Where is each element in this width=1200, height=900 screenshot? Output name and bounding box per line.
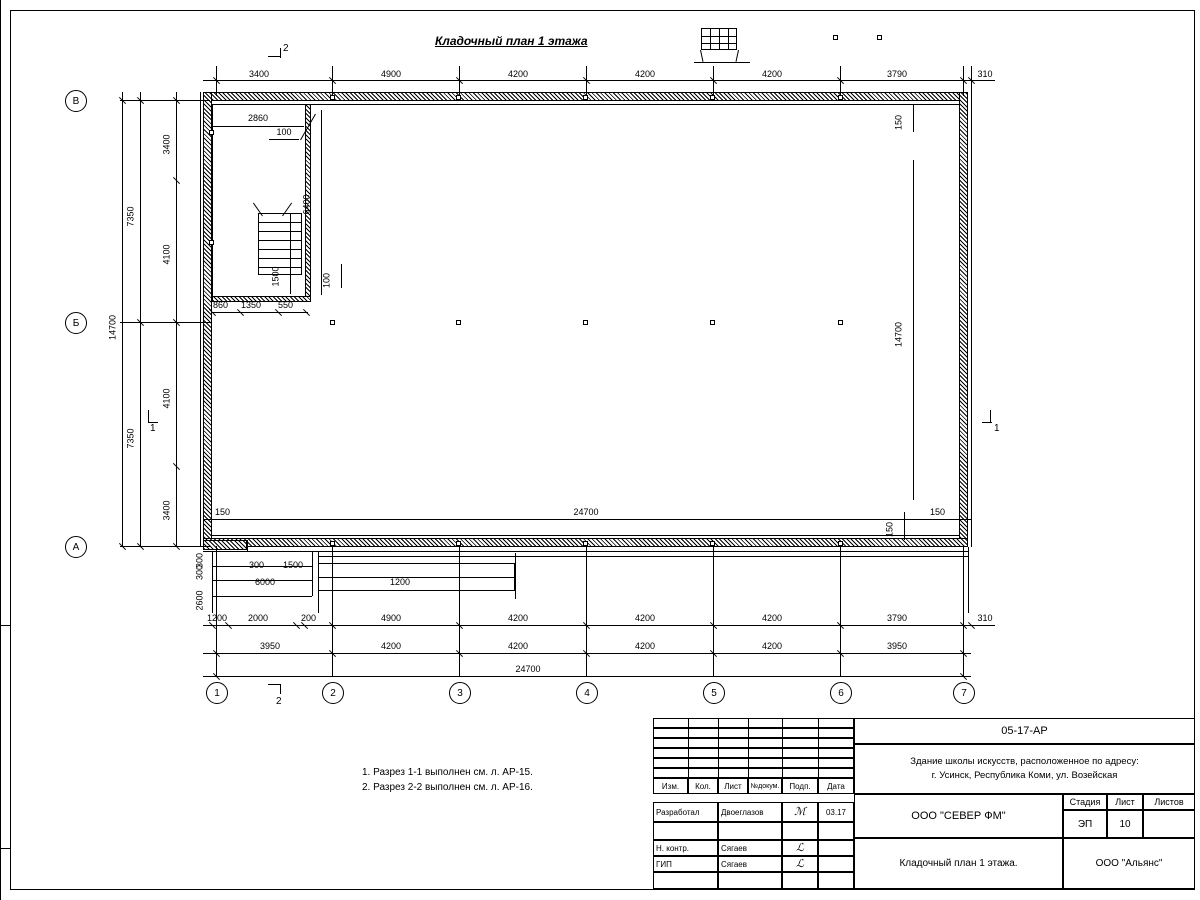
column-b3 — [583, 320, 588, 325]
dim-24700-mid-line — [203, 519, 971, 520]
dim-bot-total: 24700 — [515, 664, 541, 674]
section-mark-2-bot-tail — [280, 684, 281, 694]
dim-bot-out-5: 4200 — [761, 641, 783, 651]
dim-bot-out-3: 4200 — [507, 641, 529, 651]
dim-top-3: 4200 — [507, 69, 529, 79]
detail-dot-2 — [877, 35, 882, 40]
sheet-border-left — [10, 10, 11, 890]
dim-1500-line — [290, 250, 291, 294]
dim-top-1: 3400 — [248, 69, 270, 79]
ramp-right-edge — [515, 553, 516, 599]
axis-bubble-3: 3 — [449, 682, 471, 704]
axis-line-6 — [840, 546, 841, 676]
wall-left-outer-face — [200, 92, 201, 547]
section-mark-1-right-label: 1 — [994, 423, 1000, 434]
dim-right-14700-line — [913, 160, 914, 500]
dim-100-b: 100 — [321, 272, 332, 289]
dim-chain-bottom-inner — [203, 625, 995, 626]
dim-bot-out-4: 4200 — [634, 641, 656, 651]
dim-chain-bottom-total — [203, 676, 971, 677]
axis-line-5 — [713, 546, 714, 676]
porch-edge — [247, 540, 248, 552]
stamp-sheet-name: Кладочный план 1 этажа. — [854, 838, 1063, 889]
column-b5 — [838, 320, 843, 325]
dim-right-150-top-line — [913, 104, 914, 132]
axis-bubble-2: 2 — [322, 682, 344, 704]
sheet-edge-mark1 — [0, 625, 10, 626]
note-1: 1. Разрез 1-1 выполнен см. л. АР-15. — [362, 767, 533, 778]
stamp-list-header: Лист — [1107, 794, 1143, 810]
axis-line-2 — [332, 546, 333, 676]
dim-left-mid-1: 7350 — [125, 206, 136, 227]
axis-line-7 — [963, 546, 964, 676]
axis-bubble-v: В — [65, 90, 87, 112]
note-2: 2. Разрез 2-2 выполнен см. л. АР-16. — [362, 782, 533, 793]
stamp-name-blank — [718, 822, 782, 840]
section-mark-2-top-label: 2 — [283, 43, 289, 54]
dim-550: 550 — [278, 300, 294, 310]
dim-1500: 1500 — [270, 266, 281, 287]
wall-bottom-band-right-v2 — [968, 547, 969, 613]
stamp-list-value: 10 — [1107, 810, 1143, 838]
dim-right-150-top: 150 — [893, 114, 904, 131]
dim-row-860-line — [212, 312, 308, 313]
stamp-stage-header: Стадия — [1063, 794, 1107, 810]
dim-bot-2: 2000 — [247, 613, 269, 623]
stamp-role-blank2 — [653, 872, 718, 889]
axis-line-1 — [216, 546, 217, 676]
stamp-name-1: Двоеглазов — [718, 802, 782, 822]
axis-line-4 — [586, 546, 587, 676]
dim-top-6: 3790 — [886, 69, 908, 79]
stair-step-3 — [258, 240, 302, 241]
wall-bottom-inner-face — [212, 535, 959, 536]
stamp-grid-v3 — [748, 718, 749, 778]
stamp-col-data: Дата — [818, 778, 854, 794]
section-mark-1-right-line — [990, 410, 991, 422]
section-mark-2-bot-label: 2 — [276, 696, 282, 707]
dim-left-2: 4100 — [161, 244, 172, 265]
porch-slab — [203, 540, 247, 550]
axis-bubble-1: 1 — [206, 682, 228, 704]
axis-line-v — [120, 100, 210, 101]
dim-top-2: 4900 — [380, 69, 402, 79]
section-mark-2-top-line — [268, 56, 280, 57]
axis-bubble-5: 5 — [703, 682, 725, 704]
dim-chain-left-mid — [140, 92, 141, 547]
dim-left-3: 4100 — [161, 388, 172, 409]
stamp-role-1: Разработал — [653, 802, 718, 822]
dim-chain-top — [203, 80, 995, 81]
stamp-date-3 — [818, 856, 854, 872]
stamp-sign-blank — [782, 822, 818, 840]
stamp-company-bottom: ООО "Альянс" — [1063, 838, 1195, 889]
stamp-date-2 — [818, 840, 854, 856]
dim-2860: 2860 — [247, 113, 269, 123]
signature-glyph-2: ℒ — [796, 841, 804, 854]
dim-chain-left-total — [122, 92, 123, 547]
stamp-sign-1 — [782, 802, 818, 822]
stamp-col-podp: Подп. — [782, 778, 818, 794]
stamp-sign-2 — [782, 840, 818, 856]
stamp-role-blank — [653, 822, 718, 840]
dim-150-right: 150 — [930, 507, 946, 517]
axis-bubble-b: Б — [65, 312, 87, 334]
stair-step-4 — [258, 249, 302, 250]
dim-bot-8: 3790 — [886, 613, 908, 623]
dim-2600: 6000 — [254, 577, 276, 587]
axis-bubble-7: 7 — [953, 682, 975, 704]
ramp-center-line — [318, 577, 515, 578]
plan-title: Кладочный план 1 этажа — [435, 34, 588, 48]
wall-right — [959, 92, 968, 547]
column-b4 — [710, 320, 715, 325]
stamp-grid-v5 — [818, 718, 819, 778]
stamp-col-list: Лист — [718, 778, 748, 794]
porch-line-3 — [312, 551, 313, 596]
stamp-grid-r6 — [653, 768, 854, 778]
column-b2 — [456, 320, 461, 325]
stamp-grid-r4 — [653, 748, 854, 758]
section-mark-2-bot-line — [268, 684, 280, 685]
opening-mark-1 — [209, 130, 214, 135]
stamp-col-ndok: №докум. — [748, 778, 782, 794]
signature-glyph-3: ℒ — [796, 857, 804, 870]
stamp-col-izm: Изм. — [653, 778, 688, 794]
dim-bot-3: 200 — [301, 613, 317, 623]
porch-line-4 — [212, 596, 312, 597]
dim-left-total: 14700 — [107, 314, 118, 341]
stamp-col-kol: Кол. — [688, 778, 718, 794]
dim-right-150-bot-line — [904, 512, 905, 540]
stamp-name-3: Сягаев — [718, 856, 782, 872]
dim-bot-out-2: 4200 — [380, 641, 402, 651]
stamp-code: 05-17-АР — [854, 718, 1195, 744]
signature-glyph-1: ℳ — [794, 805, 806, 818]
dim-top-4: 4200 — [634, 69, 656, 79]
dim-24700-mid: 24700 — [573, 507, 599, 517]
dim-1500-porch: 300 — [194, 552, 205, 569]
detail-dot-1 — [833, 35, 838, 40]
stamp-date-1: 03.17 — [818, 802, 854, 822]
sheet-edge-mark2 — [0, 848, 10, 849]
stamp-object — [854, 744, 1195, 794]
axis-line-b — [120, 322, 210, 323]
dim-top-7: 310 — [977, 69, 993, 79]
dim-bot-9: 310 — [977, 613, 993, 623]
wall-top-inner-face — [212, 104, 959, 105]
dim-1350: 1350 — [241, 300, 262, 310]
dim-left-4: 3400 — [161, 500, 172, 521]
dim-860: 860 — [213, 300, 229, 310]
dim-chain-left-inner — [176, 92, 177, 547]
dim-top-5: 4200 — [761, 69, 783, 79]
detail-sketch-line5 — [701, 43, 737, 44]
dim-300-d: 2600 — [194, 590, 205, 611]
detail-sketch-base — [694, 62, 750, 63]
dim-bot-6: 4200 — [634, 613, 656, 623]
stair-step-2 — [258, 231, 302, 232]
wall-left — [203, 92, 212, 547]
stamp-name-blank2 — [718, 872, 782, 889]
dim-100-a: 100 — [276, 127, 292, 137]
stamp-grid-r5 — [653, 758, 854, 768]
dim-300-b: 300 — [249, 560, 265, 570]
dim-right-14700: 14700 — [893, 321, 904, 348]
dim-300-a: 300 — [194, 564, 205, 581]
stamp-role-2: Н. контр. — [653, 840, 718, 856]
dim-150-left: 150 — [215, 507, 231, 517]
dim-bot-5: 4200 — [507, 613, 529, 623]
detail-sketch-line4 — [701, 36, 737, 37]
stamp-grid-v2 — [718, 718, 719, 778]
dim-6400: 6400 — [301, 194, 312, 215]
dim-right-150-bot: 150 — [884, 521, 895, 538]
dim-bot-4: 4900 — [380, 613, 402, 623]
stair-step-1 — [258, 222, 302, 223]
detail-sketch-line1 — [710, 28, 711, 50]
stamp-grid-r3 — [653, 738, 854, 748]
dim-100-b-line — [341, 264, 342, 288]
porch-line-5 — [212, 551, 213, 613]
dim-bot-1: 1200 — [207, 613, 228, 623]
stamp-grid-v4 — [782, 718, 783, 778]
detail-sketch-line2 — [719, 28, 720, 50]
stamp-name-2: Сягаев — [718, 840, 782, 856]
stamp-grid-v1 — [688, 718, 689, 778]
dim-bot-out-6: 3950 — [886, 641, 908, 651]
dim-bot-7: 4200 — [761, 613, 783, 623]
section-mark-1-right-tail — [982, 422, 992, 423]
axis-bubble-6: 6 — [830, 682, 852, 704]
stamp-sign-3 — [782, 856, 818, 872]
section-mark-1-left-line — [148, 410, 149, 422]
dim-bot-out-1: 3950 — [259, 641, 281, 651]
stamp-listov-header: Листов — [1143, 794, 1195, 810]
section-mark-2-top-tail — [280, 48, 281, 58]
dim-100-line — [269, 139, 299, 140]
stamp-date-blank — [818, 822, 854, 840]
dim-6000: 1200 — [389, 577, 411, 587]
stamp-date-blank2 — [818, 872, 854, 889]
stamp-role-3: ГИП — [653, 856, 718, 872]
column-b1 — [330, 320, 335, 325]
dim-left-mid-2: 7350 — [125, 428, 136, 449]
detail-sketch-line3 — [728, 28, 729, 50]
detail-sketch-leg-right — [736, 50, 739, 62]
stamp-stage-value: ЭП — [1063, 810, 1107, 838]
section-mark-1-left-label: 1 — [150, 423, 156, 434]
opening-mark-2 — [209, 240, 214, 245]
stamp-object-line2: г. Усинск, Республика Коми, ул. Возейская — [931, 770, 1118, 781]
axis-bubble-4: 4 — [576, 682, 598, 704]
stamp-object-line1: Здание школы искусств, расположенное по адресу: — [910, 755, 1139, 767]
stamp-grid-r2 — [653, 728, 854, 738]
stamp-grid-r1 — [653, 718, 854, 728]
wall-right-outer-face — [971, 92, 972, 547]
dim-left-1: 3400 — [161, 134, 172, 155]
sheet-border-top — [10, 10, 1195, 11]
dim-300-c: 1500 — [283, 560, 304, 570]
wall-bottom-band-2 — [318, 556, 968, 557]
stamp-listov-value — [1143, 810, 1195, 838]
axis-line-3 — [459, 546, 460, 676]
stamp-company-top: ООО "СЕВЕР ФМ" — [854, 794, 1063, 838]
sheet-border-bottom — [10, 889, 1195, 890]
stamp-sign-blank2 — [782, 872, 818, 889]
detail-sketch-leg-left — [700, 50, 703, 62]
sheet-edge-left — [0, 0, 1, 900]
axis-bubble-a: А — [65, 536, 87, 558]
